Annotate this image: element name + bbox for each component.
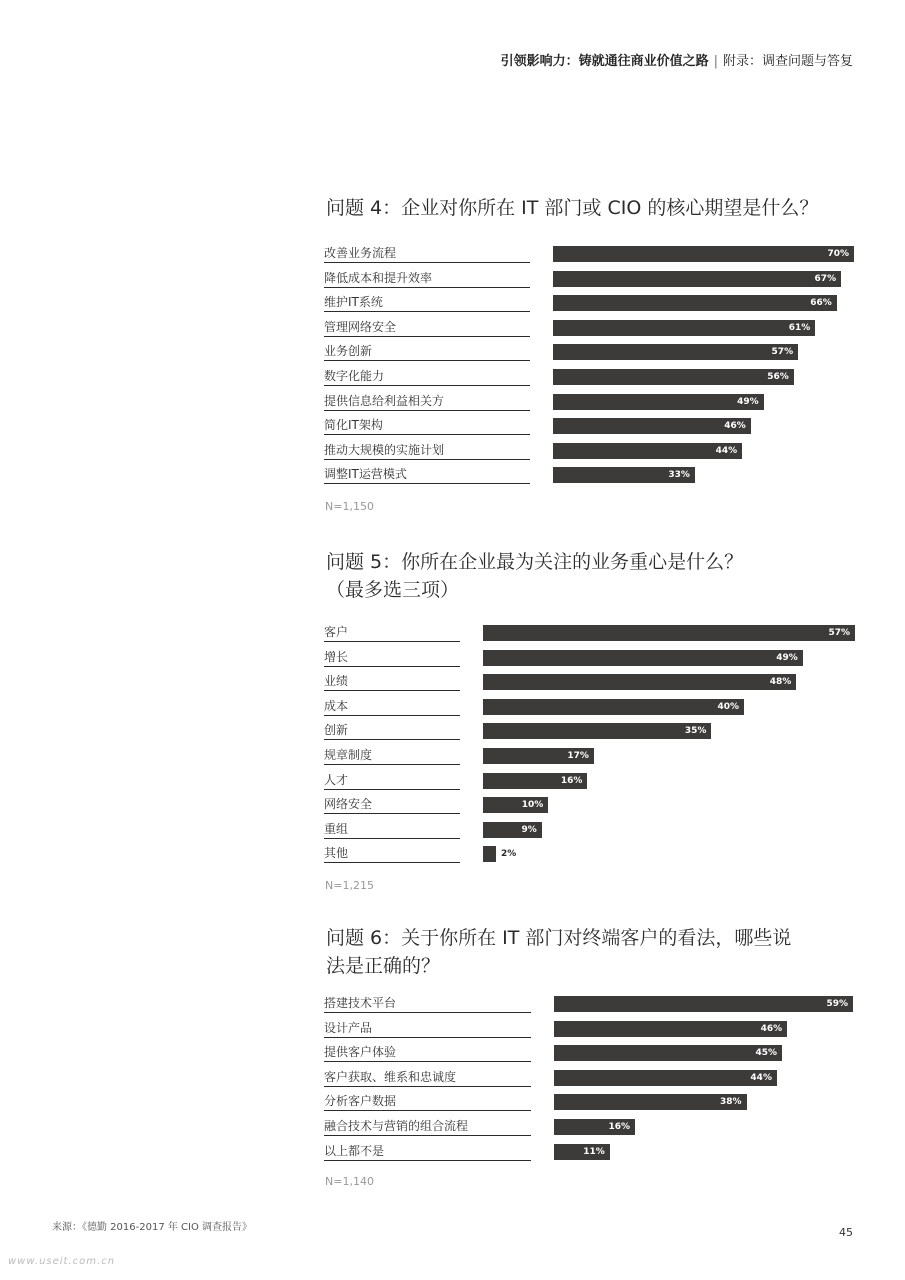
chart-3-row — [324, 1043, 853, 1067]
category-label: 以上都不是 — [324, 1142, 531, 1161]
chart-1-row — [324, 465, 854, 489]
watermark: www.useit.com.cn — [8, 1256, 116, 1267]
category-label: 数字化能力 — [324, 367, 530, 386]
bar-value-label: 56% — [767, 372, 789, 382]
bar-value-label: 57% — [771, 347, 794, 358]
bar-value-label: 45% — [755, 1048, 778, 1059]
bar-value-label: 48% — [769, 677, 792, 688]
bar-value-label: 49% — [776, 652, 798, 663]
chart-1-row — [324, 293, 854, 317]
category-label: 其他 — [324, 844, 460, 863]
chart-1-row — [324, 244, 854, 268]
chart-2-row — [324, 721, 855, 745]
chart-2-subtitle: （最多选三项） — [326, 579, 460, 601]
chart-1-sample-size: N=1,150 — [325, 500, 374, 513]
category-label: 客户 — [324, 623, 460, 642]
category-label: 人才 — [324, 771, 460, 790]
chart-2-title-text: 问题 5：你所在企业最为关注的业务重心是什么？ — [326, 551, 744, 573]
bar-value-label: 2% — [501, 849, 517, 860]
category-label: 降低成本和提升效率 — [324, 269, 530, 288]
bar-value-label: 46% — [724, 421, 746, 432]
bar-value-label: 38% — [720, 1097, 742, 1108]
chart-2-row — [324, 697, 855, 721]
bar-value-label: 11% — [583, 1146, 605, 1157]
chart-3-row — [324, 1019, 853, 1043]
chart-2-row — [324, 648, 855, 672]
bar-value-label: 9% — [521, 824, 537, 835]
category-label: 客户获取、维系和忠诚度 — [324, 1068, 531, 1087]
chart-2-row — [324, 623, 855, 647]
chart-1-row — [324, 416, 854, 440]
bar-value-label: 67% — [814, 273, 837, 284]
chart-1-row — [324, 367, 854, 391]
chart-2-row — [324, 795, 855, 819]
chart-1-row — [324, 342, 854, 366]
category-label: 维护IT系统 — [324, 293, 530, 312]
bar-value-label: 33% — [668, 470, 690, 481]
bar — [483, 846, 496, 862]
chart-1-title-text: 问题 4：企业对你所在 IT 部门或 CIO 的核心期望是什么？ — [326, 197, 819, 219]
chart-2-row — [324, 820, 855, 844]
bar-value-label: 46% — [760, 1023, 783, 1034]
category-label: 业务创新 — [324, 342, 530, 361]
section-title: 附录：调查问题与答复 — [722, 54, 853, 69]
header-separator: | — [713, 54, 718, 69]
chart-2-row — [324, 672, 855, 696]
chart-1-row — [324, 392, 854, 416]
footer-source: 来源：《德勤 2016-2017 年 CIO 调查报告》 — [52, 1222, 253, 1233]
bar-value-label: 59% — [826, 999, 848, 1009]
category-label: 搭建技术平台 — [324, 994, 531, 1013]
chart-1-row — [324, 318, 854, 342]
category-label: 网络安全 — [324, 795, 460, 814]
bar-value-label: 16% — [608, 1122, 631, 1132]
chart-2-sample-size: N=1,215 — [325, 879, 374, 892]
page-header — [501, 50, 853, 69]
chart-3-row — [324, 1092, 853, 1116]
bar-value-label: 35% — [684, 726, 707, 737]
report-title: 引领影响力：铸就通往商业价值之路 — [500, 54, 709, 69]
category-label: 调整IT运营模式 — [324, 465, 530, 484]
category-label: 分析客户数据 — [324, 1092, 531, 1111]
chart-3-title-text: 问题 6：关于你所在 IT 部门对终端客户的看法，哪些说 — [326, 927, 792, 949]
chart-2-title — [326, 548, 866, 604]
chart-3-row — [324, 1117, 853, 1141]
category-label: 设计产品 — [324, 1019, 531, 1038]
bar-value-label: 10% — [521, 800, 544, 811]
category-label: 增长 — [324, 648, 460, 667]
bar-value-label: 70% — [827, 249, 849, 259]
category-label: 提供客户体验 — [324, 1043, 531, 1062]
chart-1-row — [324, 441, 854, 465]
category-label: 简化IT架构 — [324, 416, 530, 435]
bar-value-label: 44% — [715, 445, 738, 456]
chart-3-title — [326, 924, 866, 980]
category-label: 融合技术与营销的组合流程 — [324, 1117, 531, 1136]
chart-3-row — [324, 1068, 853, 1092]
category-label: 重组 — [324, 820, 460, 839]
bar-value-label: 57% — [828, 628, 850, 638]
bar-value-label: 61% — [788, 322, 811, 333]
category-label: 改善业务流程 — [324, 244, 530, 263]
bar-value-label: 66% — [810, 298, 832, 309]
chart-3-row — [324, 1142, 853, 1166]
chart-2-row — [324, 844, 855, 868]
chart-1-row — [324, 269, 854, 293]
page-number: 45 — [839, 1226, 853, 1239]
bar-value-label: 17% — [567, 751, 589, 761]
chart-3-title-line2: 法是正确的？ — [326, 955, 441, 977]
chart-3-row — [324, 994, 853, 1018]
bar-value-label: 49% — [737, 396, 759, 407]
bar-value-label: 16% — [560, 775, 583, 786]
chart-3-sample-size: N=1,140 — [325, 1175, 374, 1188]
category-label: 规章制度 — [324, 746, 460, 765]
category-label: 成本 — [324, 697, 460, 716]
category-label: 业绩 — [324, 672, 460, 691]
chart-2-row — [324, 746, 855, 770]
category-label: 提供信息给利益相关方 — [324, 392, 530, 411]
bar-value-label: 44% — [750, 1072, 772, 1083]
bar-value-label: 40% — [717, 701, 740, 712]
chart-1-title — [326, 194, 866, 222]
category-label: 创新 — [324, 721, 460, 740]
category-label: 推动大规模的实施计划 — [324, 441, 530, 460]
chart-2-row — [324, 771, 855, 795]
category-label: 管理网络安全 — [324, 318, 530, 337]
